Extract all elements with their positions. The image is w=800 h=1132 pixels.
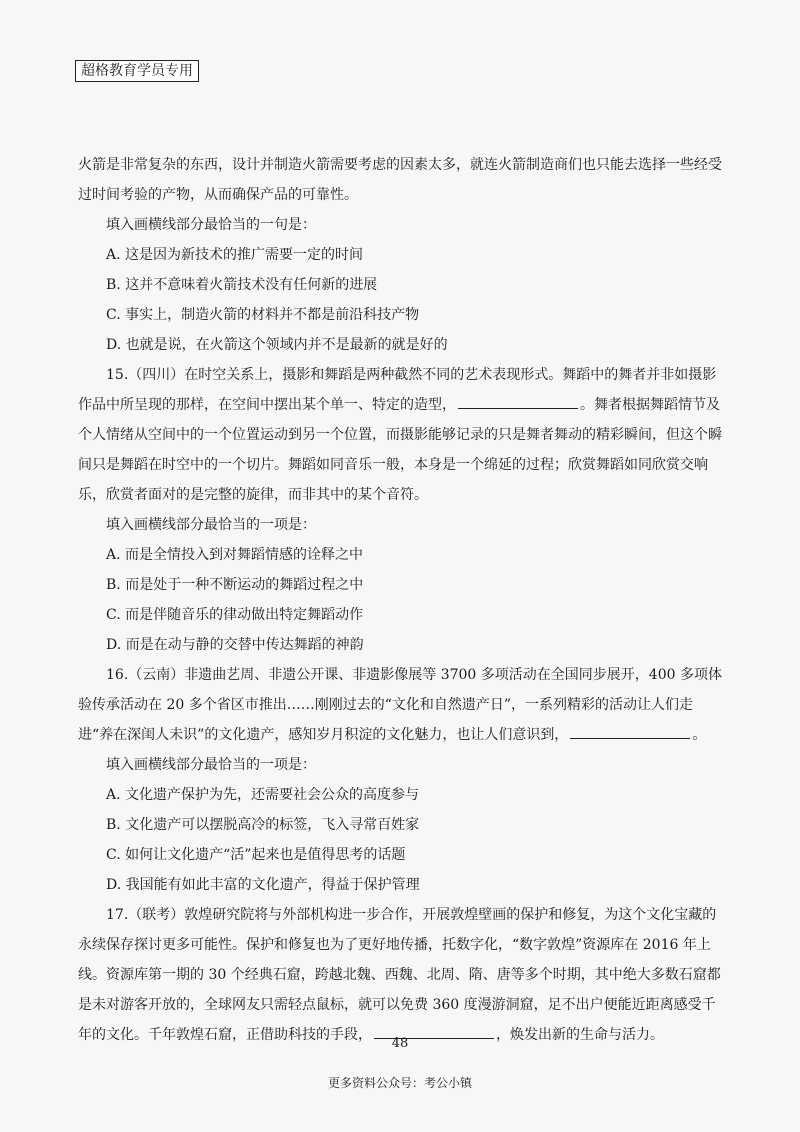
question-16-text-a: 16.（云南）非遗曲艺周、非遗公开课、非遗影像展等 3700 多项活动在全国同步展开，400 多项体验传承活动在 20 多个省区市推出……刚刚过去的“文化和自然遗产日”，一系列精彩的活动让人们走进“养在深闺人未识”的文化遗产，感知岁月积淀的文化魅力，也让人们意识到， — [78, 667, 722, 743]
question-15-prompt: 填入画横线部分最恰当的一项是： — [106, 517, 316, 533]
question-15-option-c: C. 而是伴随音乐的律动做出特定舞蹈动作 — [106, 607, 364, 623]
question-14-prompt: 填入画横线部分最恰当的一句是： — [106, 217, 316, 233]
page-body — [78, 150, 728, 1050]
question-16-option-b: B. 文化遗产可以摆脱高冷的标签，飞入寻常百姓家 — [106, 817, 420, 833]
page-number: 48 — [391, 1036, 409, 1051]
header-tag: 超格教育学员专用 — [75, 60, 199, 82]
question-16-option-a: A. 文化遗产保护为先，还需要社会公众的高度参与 — [106, 787, 420, 803]
question-15-stem — [78, 360, 728, 510]
question-17-text-a: 17.（联考）敦煌研究院将与外部机构进一步合作，开展敦煌壁画的保护和修复，为这个文化宝藏的永续保存探讨更多可能性。保护和修复也为了更好地传播，托数字化，“数字敦煌”资源库在 2016 年上线。资源库第一期的 30 个经典石窟，跨越北魏、西魏、北周、隋、唐等多个时期，其中绝大多数石窟都是未对游客开放的，全球网友只需轻点鼠标，就可以免费 360 度漫游洞窟，足不出户便能近距离感受千年的文化。千年敦煌石窟，正借助科技的手段， — [78, 907, 721, 1043]
question-14-option-d: D. 也就是说，在火箭这个领域内并不是最新的就是好的 — [106, 337, 448, 353]
question-17-stem — [78, 900, 728, 1050]
footer-note: 更多资料公众号：考公小镇 — [327, 1076, 472, 1090]
question-14-option-a: A. 这是因为新技术的推广需要一定的时间 — [106, 247, 364, 263]
question-15-text-b: 。舞者根据舞蹈情节及个人情绪从空间中的一个位置运动到另一个位置，而摄影能够记录的只是舞者舞动的精彩瞬间，但这个瞬间只是舞蹈在时空中的一个切片。舞蹈如同音乐一般，本身是一个绵延的过程；欣赏舞蹈如同欣赏交响乐，欣赏者面对的是完整的旋律，而非其中的某个音符。 — [78, 397, 722, 503]
question-15-option-b: B. 而是处于一种不断运动的舞蹈过程之中 — [106, 577, 364, 593]
question-14-option-b: B. 这并不意味着火箭技术没有任何新的进展 — [106, 277, 378, 293]
question-16-prompt: 填入画横线部分最恰当的一项是： — [106, 757, 316, 773]
question-16-blank — [570, 722, 690, 739]
question-15-option-a: A. 而是全情投入到对舞蹈情感的诠释之中 — [106, 547, 364, 563]
question-17-text-b: ，焕发出新的生命与活力。 — [496, 1027, 664, 1043]
question-14-option-c: C. 事实上，制造火箭的材料并不都是前沿科技产物 — [106, 307, 420, 323]
question-14-tail: 火箭是非常复杂的东西，设计并制造火箭需要考虑的因素太多，就连火箭制造商们也只能去选择一些经受过时间考验的产物，从而确保产品的可靠性。 — [78, 157, 722, 203]
question-15-option-d: D. 而是在动与静的交替中传达舞蹈的神韵 — [106, 637, 364, 653]
question-15-text-a: 15.（四川）在时空关系上，摄影和舞蹈是两种截然不同的艺术表现形式。舞蹈中的舞者并非如摄影作品中所呈现的那样，在空间中摆出某个单一、特定的造型， — [78, 367, 717, 413]
question-15-blank — [458, 392, 578, 409]
question-16-text-b: 。 — [692, 727, 707, 743]
question-16-option-c: C. 如何让文化遗产“活”起来也是值得思考的话题 — [106, 847, 406, 863]
question-16-stem — [78, 660, 728, 750]
question-16-option-d: D. 我国能有如此丰富的文化遗产，得益于保护管理 — [106, 877, 420, 893]
